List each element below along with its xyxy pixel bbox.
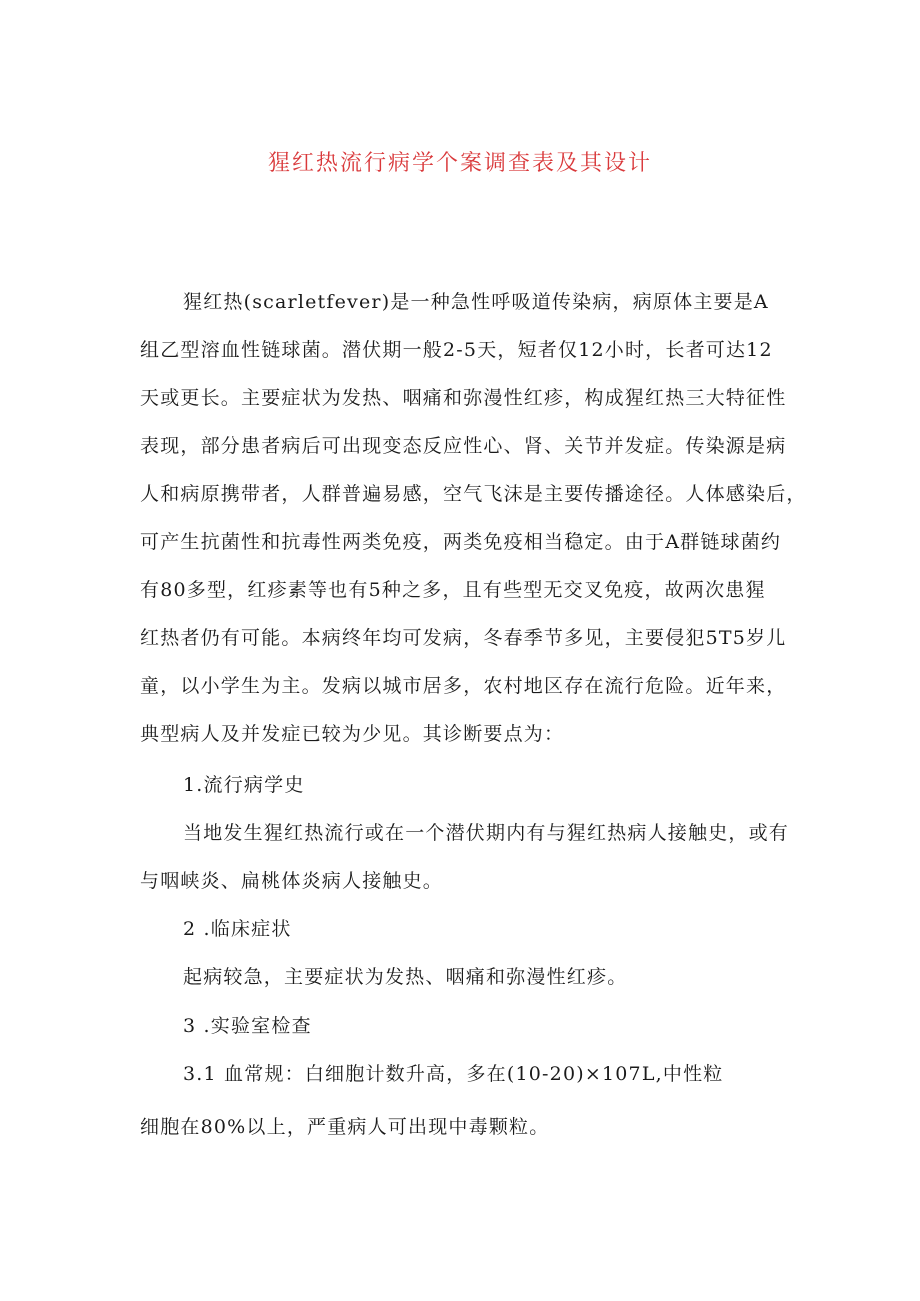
intro-line-7: 有80多型，红疹素等也有5种之多，且有些型无交叉免疫，故两次患猩	[140, 579, 766, 601]
document-title: 猩红热流行病学个案调查表及其设计	[267, 151, 652, 176]
intro-line-4: 表现，部分患者病后可出现变态反应性心、肾、关节并发症。传染源是病	[140, 435, 787, 457]
intro-line-1: 猩红热(scarletfever)是一种急性呼吸道传染病，病原体主要是A	[183, 291, 769, 313]
section-2-line-1: 起病较急，主要症状为发热、咽痛和弥漫性红疹。	[183, 966, 628, 988]
section-1-line-1: 当地发生猩红热流行或在一个潜伏期内有与猩红热病人接触史，或有	[183, 822, 790, 844]
intro-line-6: 可产生抗菌性和抗毒性两类免疫，两类免疫相当稳定。由于A群链球菌约	[140, 531, 782, 553]
section-2-heading: 2 .临床症状	[183, 918, 292, 940]
section-1-line-2: 与咽峡炎、扁桃体炎病人接触史。	[140, 870, 444, 892]
intro-line-2: 组乙型溶血性链球菌。潜伏期一般2-5天，短者仅12小时，长者可达12	[140, 339, 773, 361]
intro-line-9: 童，以小学生为主。发病以城市居多，农村地区存在流行危险。近年来，	[140, 675, 787, 697]
section-3-1-line-1: 3.1 血常规：白细胞计数升高，多在(10-20)×107L,中性粒	[183, 1063, 724, 1085]
section-3-1-line-2: 细胞在80%以上，严重病人可出现中毒颗粒。	[140, 1116, 550, 1138]
section-1-heading: 1.流行病学史	[183, 774, 305, 796]
intro-line-10: 典型病人及并发症已较为少见。其诊断要点为：	[140, 723, 565, 745]
intro-line-8: 红热者仍有可能。本病终年均可发病，冬春季节多见，主要侵犯5T5岁儿	[140, 627, 787, 649]
intro-line-3: 天或更长。主要症状为发热、咽痛和弥漫性红疹，构成猩红热三大特征性	[140, 387, 787, 409]
section-3-heading: 3 .实验室检查	[183, 1015, 312, 1037]
intro-line-5: 人和病原携带者，人群普遍易感，空气飞沫是主要传播途径。人体感染后，	[140, 483, 807, 505]
